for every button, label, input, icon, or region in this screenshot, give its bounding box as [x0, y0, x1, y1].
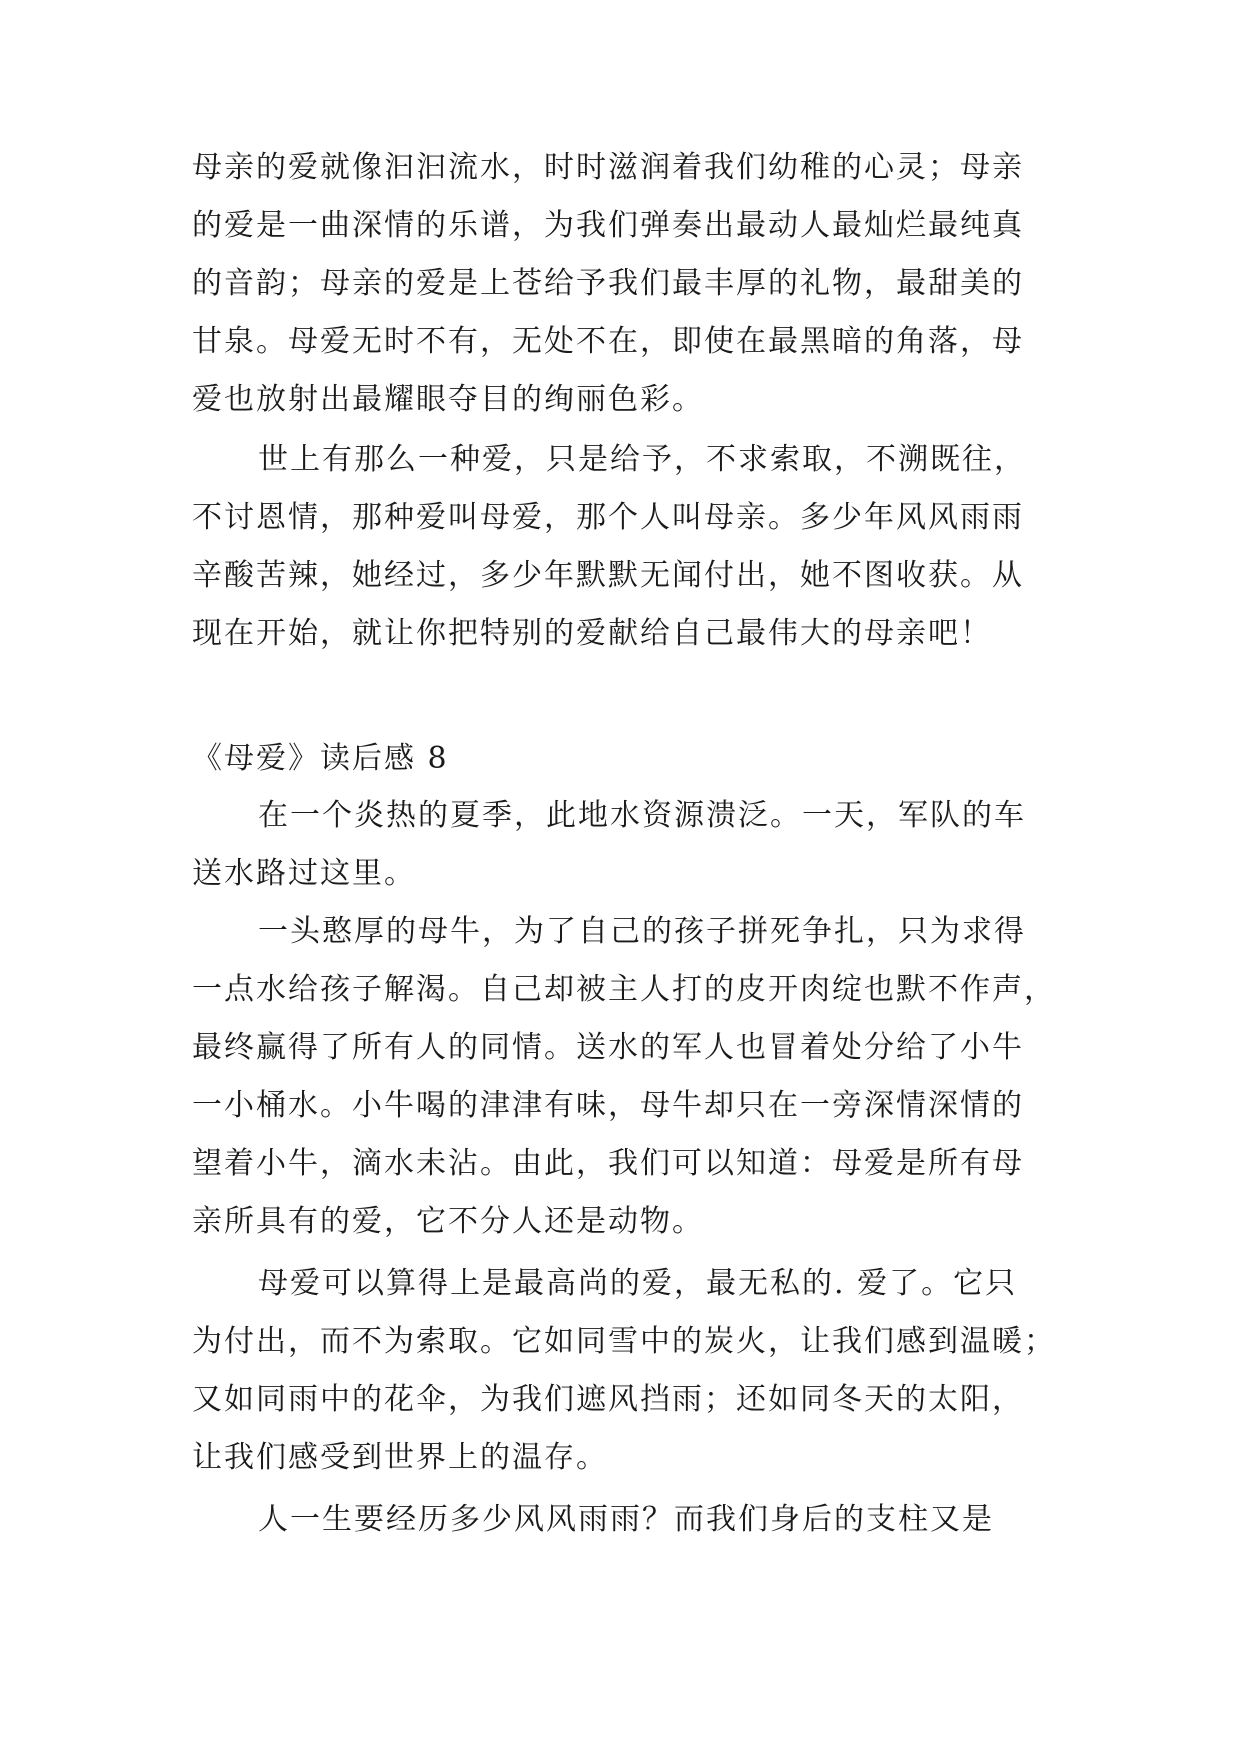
text-line: 母亲的爱就像汩汩流水，时时滋润着我们幼稚的心灵；母亲	[192, 150, 1024, 185]
text-line: 在一个炎热的夏季，此地水资源溃泛。一天，军队的车	[258, 798, 1026, 833]
text-line: 送水路过这里。	[192, 856, 416, 891]
text-line: 为付出，而不为索取。它如同雪中的炭火，让我们感到温暖；	[192, 1324, 1056, 1359]
text-line: 现在开始，就让你把特别的爱献给自己最伟大的母亲吧！	[192, 616, 992, 651]
text-line: 甘泉。母爱无时不有，无处不在，即使在最黑暗的角落，母	[192, 324, 1024, 359]
text-line: 爱也放射出最耀眼夺目的绚丽色彩。	[192, 382, 704, 417]
text-line: 母爱可以算得上是最高尚的爱，最无私的. 爱了。它只	[258, 1266, 1018, 1301]
text-line: 不讨恩情，那种爱叫母爱，那个人叫母亲。多少年风风雨雨	[192, 500, 1024, 535]
text-line: 最终赢得了所有人的同情。送水的军人也冒着处分给了小牛	[192, 1030, 1024, 1065]
text-line: 亲所具有的爱，它不分人还是动物。	[192, 1204, 704, 1239]
text-line: 让我们感受到世界上的温存。	[192, 1440, 608, 1475]
text-line: 又如同雨中的花伞，为我们遮风挡雨；还如同冬天的太阳，	[192, 1382, 1024, 1417]
text-line: 人一生要经历多少风风雨雨？而我们身后的支柱又是	[258, 1502, 994, 1537]
text-line: 望着小牛，滴水未沾。由此，我们可以知道：母爱是所有母	[192, 1146, 1024, 1181]
text-line: 一点水给孩子解渴。自己却被主人打的皮开肉绽也默不作声，	[192, 972, 1056, 1007]
text-line: 一头憨厚的母牛，为了自己的孩子拼死争扎，只为求得	[258, 914, 1026, 949]
text-line: 一小桶水。小牛喝的津津有味，母牛却只在一旁深情深情的	[192, 1088, 1024, 1123]
text-line: 辛酸苦辣，她经过，多少年默默无闻付出，她不图收获。从	[192, 558, 1024, 593]
text-line: 世上有那么一种爱，只是给予，不求索取，不溯既往，	[258, 442, 1026, 477]
text-line: 的音韵；母亲的爱是上苍给予我们最丰厚的礼物，最甜美的	[192, 266, 1024, 301]
text-line: 的爱是一曲深情的乐谱，为我们弹奏出最动人最灿烂最纯真	[192, 208, 1024, 243]
section-heading: 《母爱》读后感 8	[192, 741, 449, 776]
